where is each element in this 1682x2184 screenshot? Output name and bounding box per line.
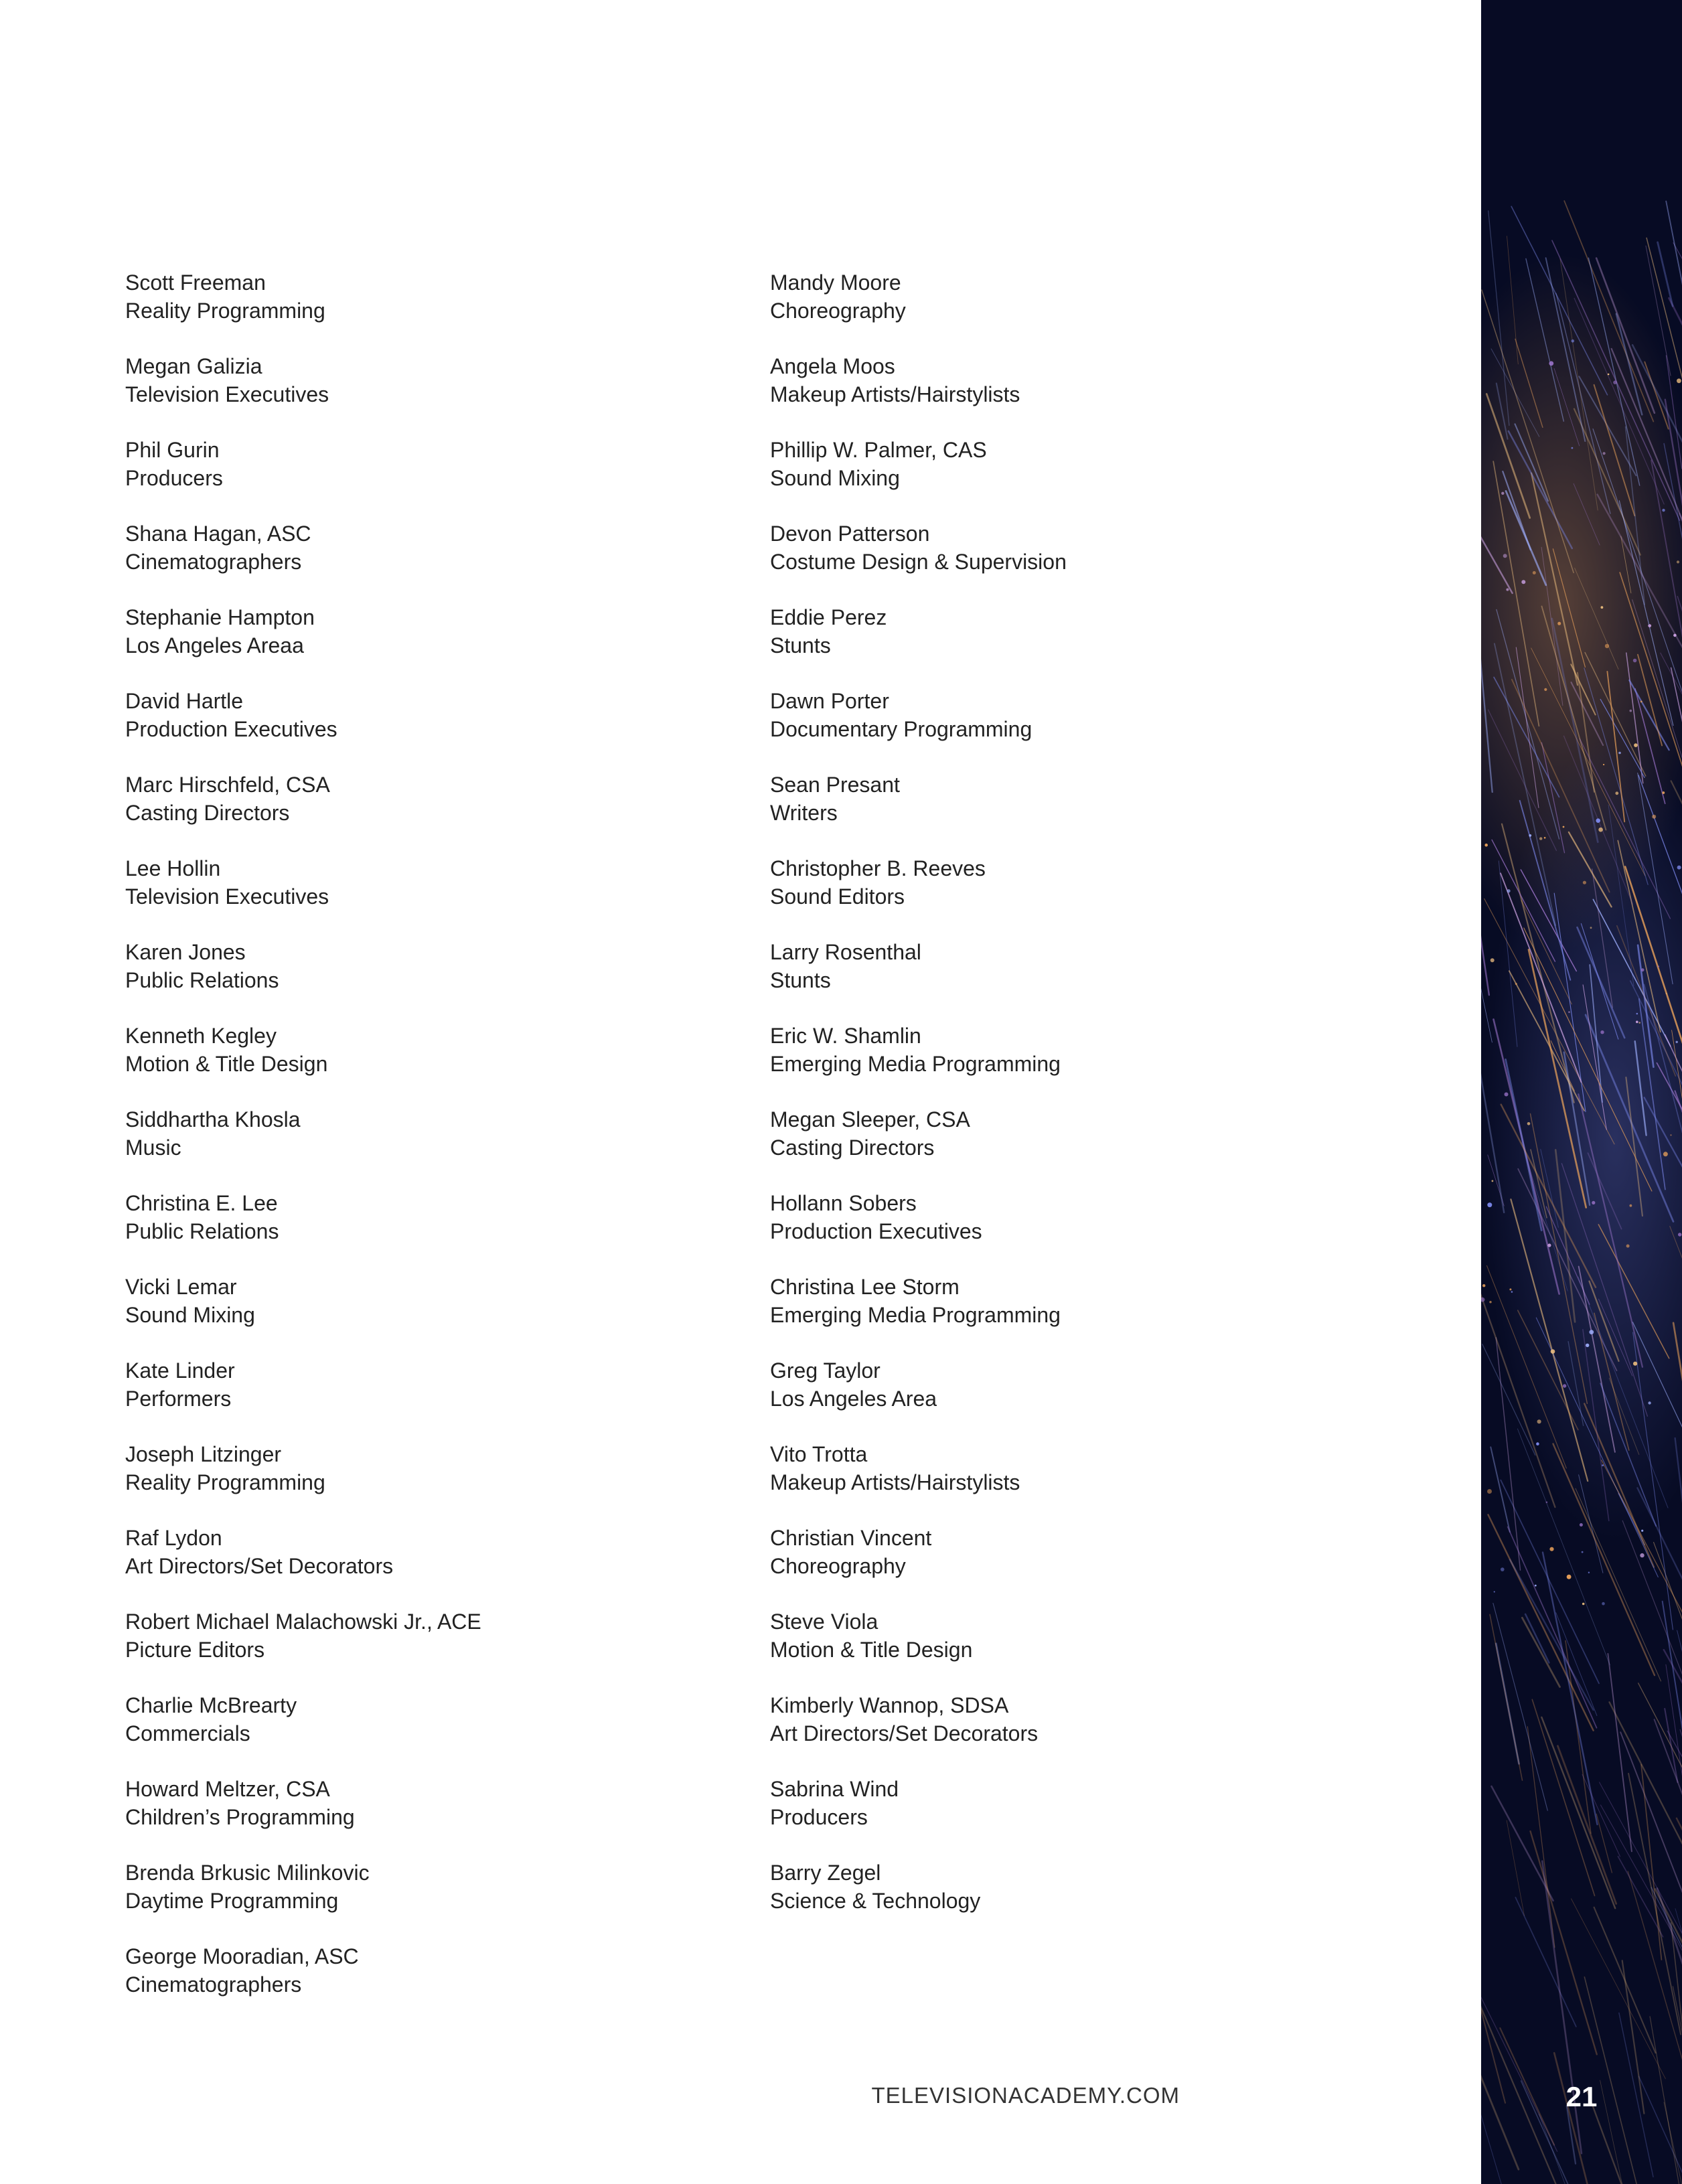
light-spark <box>1589 1330 1594 1334</box>
light-streak <box>1488 1514 1594 1730</box>
member-entry <box>125 1189 728 1273</box>
member-entry <box>770 771 1373 854</box>
member-category: Costume Design & Supervision <box>770 550 1067 574</box>
light-spark <box>1603 452 1606 455</box>
light-streak <box>1556 1613 1597 1716</box>
member-category: Los Angeles Area <box>770 1387 937 1411</box>
light-spark <box>1535 1585 1537 1587</box>
light-spark <box>1633 1362 1637 1366</box>
light-spark <box>1549 1547 1553 1551</box>
light-spark <box>1613 380 1617 384</box>
member-entry <box>125 1273 728 1356</box>
light-streak <box>1541 1717 1615 1908</box>
light-streak <box>1641 1765 1661 1960</box>
light-spark <box>1588 1572 1590 1573</box>
member-name: Sabrina Wind <box>770 1777 899 1801</box>
light-spark <box>1677 866 1681 870</box>
light-spark <box>1537 1419 1541 1423</box>
light-spark <box>1487 1202 1492 1207</box>
member-entry <box>770 1356 1373 1440</box>
member-category: Art Directors/Set Decorators <box>125 1554 394 1578</box>
member-category: Public Relations <box>125 1219 279 1243</box>
right-column <box>770 268 1373 1942</box>
light-spark <box>1658 965 1659 967</box>
member-category: Television Executives <box>125 884 329 909</box>
member-category: Sound Editors <box>770 884 905 909</box>
member-entry <box>770 687 1373 771</box>
light-spark <box>1602 1464 1604 1466</box>
member-category: Writers <box>770 801 838 825</box>
light-spark <box>1539 837 1542 840</box>
light-streak <box>1522 1618 1559 1687</box>
member-entry <box>770 1608 1373 1691</box>
member-name: Christina Lee Storm <box>770 1275 960 1299</box>
light-spark <box>1630 1204 1632 1207</box>
member-entry <box>770 1524 1373 1608</box>
light-spark <box>1600 1030 1604 1034</box>
member-entry <box>770 1273 1373 1356</box>
light-spark <box>1673 634 1677 637</box>
light-spark <box>1527 1122 1531 1125</box>
member-category: Documentary Programming <box>770 717 1033 741</box>
member-name: Scott Freeman <box>125 270 266 295</box>
light-spark <box>1582 1551 1584 1553</box>
light-streak <box>1490 1447 1510 1532</box>
member-category: Cinematographers <box>125 1972 302 1997</box>
light-streak <box>1628 1774 1681 2035</box>
member-name: Greg Taylor <box>770 1358 881 1383</box>
light-streak <box>1510 1560 1594 1711</box>
light-spark <box>1596 818 1600 823</box>
member-name: David Hartle <box>125 689 244 713</box>
member-entry <box>125 603 728 687</box>
light-streak <box>1572 1899 1666 2079</box>
light-streak <box>1492 1786 1553 1901</box>
member-entry <box>125 771 728 854</box>
light-spark <box>1481 1298 1485 1302</box>
member-name: Sean Presant <box>770 773 900 797</box>
member-name: Steve Viola <box>770 1610 878 1634</box>
light-spark <box>1557 622 1561 625</box>
member-entry <box>770 1691 1373 1775</box>
light-spark <box>1598 828 1603 832</box>
member-name: Hollann Sobers <box>770 1191 917 1215</box>
member-entry <box>770 1022 1373 1105</box>
light-spark <box>1547 1243 1551 1247</box>
decorative-side-panel <box>1481 0 1682 2184</box>
member-name: Vito Trotta <box>770 1442 868 1466</box>
member-entry <box>125 938 728 1022</box>
light-spark <box>1663 1152 1668 1156</box>
light-spark <box>1618 752 1621 755</box>
member-category: Sound Mixing <box>125 1303 255 1327</box>
member-category: Music <box>125 1136 181 1160</box>
light-spark <box>1666 993 1667 994</box>
light-streak <box>1481 1971 1557 2152</box>
member-name: Stephanie Hampton <box>125 605 315 629</box>
member-entry <box>125 1524 728 1608</box>
member-name: Lee Hollin <box>125 856 221 880</box>
member-entry <box>770 1105 1373 1189</box>
member-category: Producers <box>125 466 223 490</box>
light-spark <box>1503 554 1507 558</box>
light-spark <box>1640 1553 1644 1557</box>
member-category: Commercials <box>125 1721 250 1745</box>
member-category: Science & Technology <box>770 1889 981 1913</box>
member-category: Art Directors/Set Decorators <box>770 1721 1039 1745</box>
light-spark <box>1636 1013 1638 1015</box>
light-spark <box>1648 624 1651 627</box>
member-entry <box>125 436 728 520</box>
light-spark <box>1641 968 1645 971</box>
light-spark <box>1551 1349 1555 1354</box>
light-spark <box>1484 844 1488 847</box>
member-entry <box>770 938 1373 1022</box>
light-streak <box>1565 1641 1591 1834</box>
member-name: Larry Rosenthal <box>770 940 921 964</box>
member-name: Phil Gurin <box>125 438 220 462</box>
light-spark <box>1492 1180 1494 1182</box>
member-entry <box>770 603 1373 687</box>
member-entry <box>770 1775 1373 1859</box>
member-entry <box>125 520 728 603</box>
member-name: Charlie McBrearty <box>125 1693 297 1717</box>
light-spark <box>1634 743 1638 747</box>
light-spark <box>1602 1602 1605 1606</box>
light-streak <box>1539 2114 1640 2184</box>
light-spark <box>1677 378 1681 383</box>
member-name: Karen Jones <box>125 940 246 964</box>
member-name: Barry Zegel <box>770 1861 881 1885</box>
member-name: George Mooradian, ASC <box>125 1944 359 1968</box>
light-spark <box>1636 1021 1638 1024</box>
light-spark <box>1501 1567 1505 1571</box>
member-entry <box>125 1942 728 2026</box>
light-streak <box>1677 1818 1682 1907</box>
light-streak <box>1666 1664 1682 1830</box>
light-spark <box>1549 361 1553 366</box>
light-spark <box>1515 983 1517 985</box>
light-spark <box>1586 1344 1589 1347</box>
light-spark <box>1615 791 1618 795</box>
light-spark <box>1677 560 1679 563</box>
light-spark <box>1626 1245 1630 1248</box>
light-spark <box>1505 1093 1509 1097</box>
member-category: Production Executives <box>125 717 337 741</box>
light-streak <box>1481 2119 1491 2184</box>
light-spark <box>1601 606 1604 609</box>
member-entry <box>125 854 728 938</box>
light-spark <box>1583 881 1586 884</box>
member-category: Casting Directors <box>125 801 290 825</box>
member-name: Marc Hirschfeld, CSA <box>125 773 330 797</box>
member-category: Makeup Artists/Hairstylists <box>770 1470 1020 1494</box>
member-entry <box>125 1608 728 1691</box>
member-entry <box>125 687 728 771</box>
member-name: Robert Michael Malachowski Jr., ACE <box>125 1610 481 1634</box>
member-entry <box>125 1105 728 1189</box>
light-spark <box>1592 1201 1595 1204</box>
light-spark <box>1676 1041 1678 1043</box>
light-spark <box>1641 1530 1643 1532</box>
member-entry <box>125 352 728 436</box>
light-spark <box>1501 492 1504 495</box>
member-category: Children’s Programming <box>125 1805 355 1829</box>
light-streak <box>1508 1527 1597 1728</box>
member-name: Kenneth Kegley <box>125 1024 277 1048</box>
light-streak <box>1493 1604 1547 1811</box>
light-streak <box>1673 1986 1682 2061</box>
light-spark <box>1482 1284 1485 1287</box>
light-spark <box>1563 1384 1566 1387</box>
light-spark <box>1511 1291 1513 1293</box>
light-spark <box>1572 339 1575 343</box>
member-category: Emerging Media Programming <box>770 1303 1061 1327</box>
member-category: Cinematographers <box>125 550 302 574</box>
member-entry <box>770 436 1373 520</box>
member-category: Production Executives <box>770 1219 982 1243</box>
member-category: Picture Editors <box>125 1638 265 1662</box>
member-name: Eric W. Shamlin <box>770 1024 921 1048</box>
member-name: Raf Lydon <box>125 1526 222 1550</box>
light-streak <box>1658 242 1673 306</box>
member-category: Public Relations <box>125 968 279 992</box>
light-spark <box>1494 1591 1495 1593</box>
light-spark <box>1546 1501 1548 1503</box>
member-category: Sound Mixing <box>770 466 900 490</box>
light-spark <box>1572 447 1574 449</box>
member-category: Television Executives <box>125 382 329 406</box>
member-entry <box>125 1775 728 1859</box>
member-name: Phillip W. Palmer, CAS <box>770 438 987 462</box>
light-spark <box>1568 1011 1570 1013</box>
member-name: Joseph Litzinger <box>125 1442 282 1466</box>
member-name: Christopher B. Reeves <box>770 856 986 880</box>
light-spark <box>1662 791 1665 794</box>
member-category: Reality Programming <box>125 1470 325 1494</box>
light-spark <box>1487 1489 1492 1494</box>
member-category: Daytime Programming <box>125 1889 339 1913</box>
light-streak <box>1507 1820 1524 1916</box>
light-spark <box>1544 688 1547 691</box>
member-name: Shana Hagan, ASC <box>125 522 311 546</box>
light-spark <box>1662 509 1665 512</box>
member-category: Producers <box>770 1805 868 1829</box>
member-category: Stunts <box>770 633 831 657</box>
member-entry <box>125 1859 728 1942</box>
light-spark <box>1670 1134 1671 1136</box>
light-spark <box>1640 701 1642 703</box>
light-streak <box>1582 1774 1620 1857</box>
member-category: Choreography <box>770 1554 906 1578</box>
member-name: Christina E. Lee <box>125 1191 278 1215</box>
member-name: Christian Vincent <box>770 1526 932 1550</box>
member-category: Emerging Media Programming <box>770 1052 1061 1076</box>
light-spark <box>1507 889 1511 892</box>
page-number: 21 <box>1565 2081 1598 2112</box>
member-category: Motion & Title Design <box>125 1052 328 1076</box>
member-name: Megan Galizia <box>125 354 262 378</box>
light-spark <box>1648 1401 1651 1404</box>
member-category: Performers <box>125 1387 232 1411</box>
member-name: Siddhartha Khosla <box>125 1107 301 1132</box>
light-spark <box>1608 374 1610 376</box>
member-entry <box>770 352 1373 436</box>
member-entry <box>125 1356 728 1440</box>
light-spark <box>1521 580 1525 584</box>
member-name: Eddie Perez <box>770 605 887 629</box>
light-spark <box>1533 571 1536 574</box>
light-spark <box>1567 1575 1572 1579</box>
member-entry <box>770 1440 1373 1524</box>
member-category: Los Angeles Areaa <box>125 633 304 657</box>
member-category: Choreography <box>770 299 906 323</box>
light-streak <box>1543 1553 1598 1824</box>
light-spark <box>1544 837 1546 839</box>
light-streak <box>1525 1614 1549 1663</box>
member-name: Kate Linder <box>125 1358 235 1383</box>
member-category: Stunts <box>770 968 831 992</box>
member-name: Mandy Moore <box>770 270 901 295</box>
light-spark <box>1529 834 1531 837</box>
light-streak <box>1654 1543 1682 1692</box>
member-name: Devon Patterson <box>770 522 930 546</box>
light-spark <box>1652 815 1656 819</box>
member-name: Dawn Porter <box>770 689 889 713</box>
member-name: Brenda Brkusic Milinkovic <box>125 1861 370 1885</box>
light-spark <box>1490 958 1495 962</box>
light-spark <box>1536 1442 1539 1446</box>
light-spark <box>1489 1301 1491 1303</box>
light-spark <box>1563 826 1565 828</box>
member-entry <box>125 1022 728 1105</box>
member-name: Megan Sleeper, CSA <box>770 1107 970 1132</box>
light-spark <box>1638 1022 1640 1024</box>
member-entry <box>770 1189 1373 1273</box>
member-entry <box>770 854 1373 938</box>
light-spark <box>1630 710 1632 712</box>
left-column <box>125 268 728 2026</box>
member-category: Makeup Artists/Hairstylists <box>770 382 1020 406</box>
member-category: Motion & Title Design <box>770 1638 973 1662</box>
member-category: Casting Directors <box>770 1136 935 1160</box>
light-spark <box>1633 659 1637 663</box>
light-spark <box>1580 1523 1583 1527</box>
member-entry <box>770 520 1373 603</box>
member-category: Reality Programming <box>125 299 325 323</box>
light-spark <box>1509 1288 1511 1290</box>
member-entry <box>125 1440 728 1524</box>
light-spark <box>1590 927 1592 929</box>
footer-url: TELEVISIONACADEMY.COM <box>871 2083 1180 2108</box>
member-name: Kimberly Wannop, SDSA <box>770 1693 1009 1717</box>
member-name: Angela Moos <box>770 354 895 378</box>
member-entry <box>770 268 1373 352</box>
light-streak <box>1490 1614 1523 1780</box>
light-spark <box>1605 644 1609 648</box>
light-spark <box>1678 1233 1681 1236</box>
member-entry <box>125 268 728 352</box>
member-name: Vicki Lemar <box>125 1275 237 1299</box>
light-streak <box>1515 1897 1576 2027</box>
member-entry <box>125 1691 728 1775</box>
light-spark <box>1582 1603 1585 1606</box>
member-name: Howard Meltzer, CSA <box>125 1777 330 1801</box>
light-spark <box>1506 589 1509 591</box>
light-streaks-image <box>1481 0 1682 2184</box>
member-entry <box>770 1859 1373 1942</box>
light-spark <box>1603 764 1604 765</box>
